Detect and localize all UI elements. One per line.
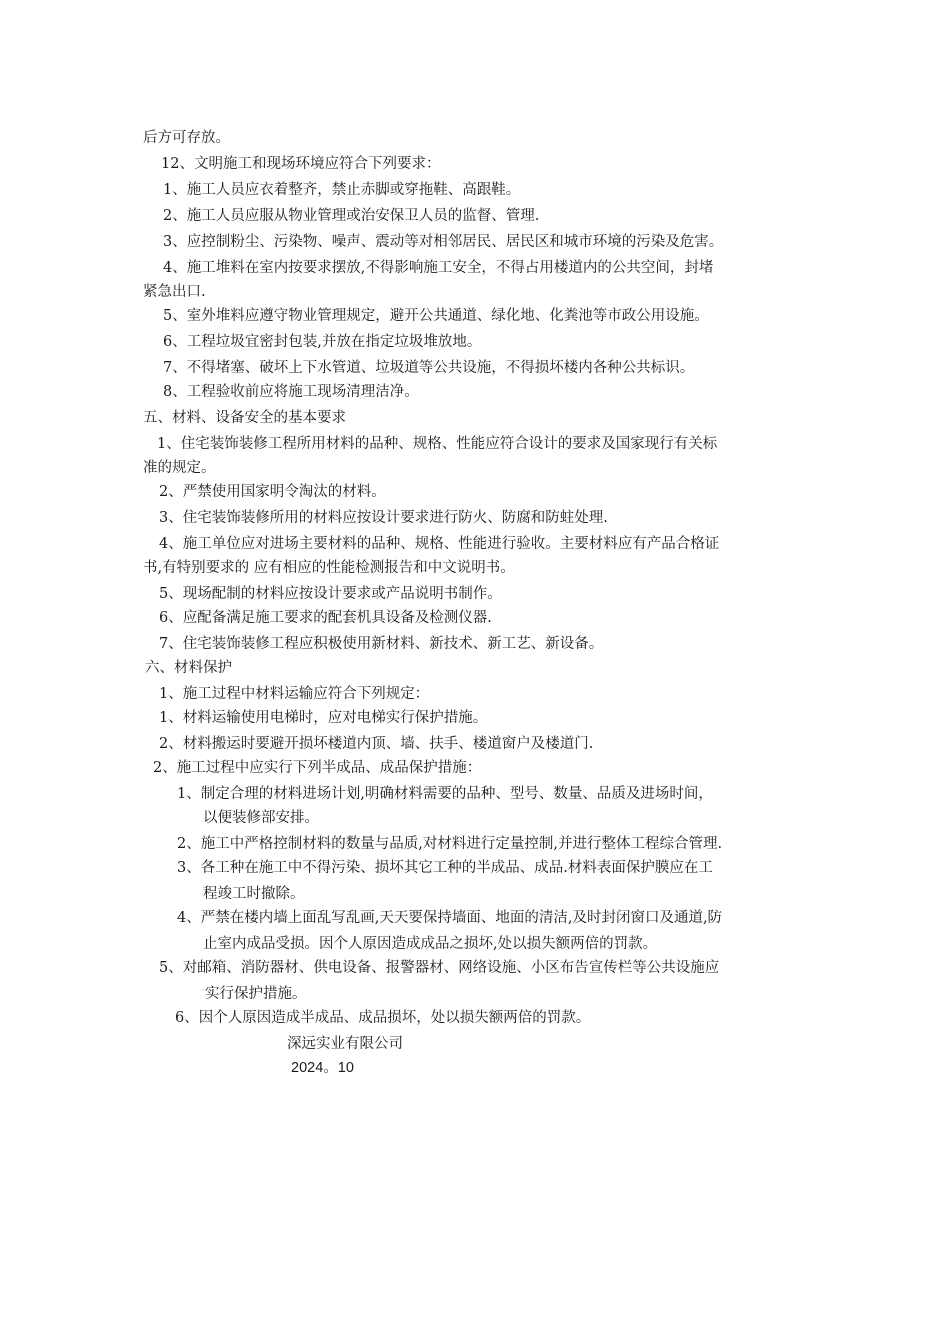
list-item-continuation: 书,有特别要求的 应有相应的性能检测报告和中文说明书。 xyxy=(143,560,515,576)
section-heading: 12、文明施工和现场环境应符合下列要求： xyxy=(161,156,441,172)
list-item: 1、施工人员应衣着整齐，禁止赤脚或穿拖鞋、高跟鞋。 xyxy=(163,182,521,198)
list-item: 3、住宅装饰装修所用的材料应按设计要求进行防火、防腐和防蛀处理. xyxy=(159,510,608,526)
list-item: 6、工程垃圾宜密封包装,并放在指定垃圾堆放地。 xyxy=(163,334,482,350)
list-item: 3、应控制粉尘、污染物、噪声、震动等对相邻居民、居民区和城市环境的污染及危害。 xyxy=(163,234,724,250)
company-signature: 深远实业有限公司 xyxy=(287,1036,403,1052)
list-item: 4、施工单位应对进场主要材料的品种、规格、性能进行验收。主要材料应有产品合格证 xyxy=(159,536,720,552)
list-item-continuation: 止室内成品受损。因个人原因造成成品之损坏,处以损失额两倍的罚款。 xyxy=(203,936,658,952)
list-item: 2、严禁使用国家明令淘汰的材料。 xyxy=(159,484,386,500)
list-item: 6、应配备满足施工要求的配套机具设备及检测仪器. xyxy=(159,610,492,626)
document-date: 2024。10 xyxy=(291,1060,354,1076)
list-item: 5、现场配制的材料应按设计要求或产品说明书制作。 xyxy=(159,586,502,602)
list-item: 7、住宅装饰装修工程应积极使用新材料、新技术、新工艺、新设备。 xyxy=(159,636,604,652)
list-item: 6、因个人原因造成半成品、成品损坏，处以损失额两倍的罚款。 xyxy=(175,1010,591,1026)
text-line: 后方可存放。 xyxy=(143,130,230,146)
list-item: 8、工程验收前应将施工现场清理洁净。 xyxy=(163,384,419,400)
list-item: 2、施工人员应服从物业管理或治安保卫人员的监督、管理. xyxy=(163,208,540,224)
list-item: 1、材料运输使用电梯时，应对电梯实行保护措施。 xyxy=(159,710,488,726)
list-item: 1、制定合理的材料进场计划,明确材料需要的品种、型号、数量、品质及进场时间， xyxy=(177,786,713,802)
list-item-continuation: 程竣工时撤除。 xyxy=(203,886,305,902)
list-item: 2、材料搬运时要避开损坏楼道内顶、墙、扶手、楼道窗户及楼道门. xyxy=(159,736,594,752)
list-item: 5、室外堆料应遵守物业管理规定，避开公共通道、绿化地、化粪池等市政公用设施。 xyxy=(163,308,709,324)
list-item: 2、施工过程中应实行下列半成品、成品保护措施： xyxy=(153,760,482,776)
list-item-continuation: 以便装修部安排。 xyxy=(203,810,319,826)
list-item-continuation: 准的规定。 xyxy=(143,460,216,476)
list-item-continuation: 紧急出口. xyxy=(143,284,206,300)
list-item: 5、对邮箱、消防器材、供电设备、报警器材、网络设施、小区布告宣传栏等公共设施应 xyxy=(159,960,720,976)
list-item: 4、施工堆料在室内按要求摆放,不得影响施工安全，不得占用楼道内的公共空间，封堵 xyxy=(163,260,714,276)
section-heading: 五、材料、设备安全的基本要求 xyxy=(143,410,346,426)
list-item: 3、各工种在施工中不得污染、损坏其它工种的半成品、成品.材料表面保护膜应在工 xyxy=(177,860,713,876)
section-heading: 六、材料保护 xyxy=(145,660,232,676)
list-item: 2、施工中严格控制材料的数量与品质,对材料进行定量控制,并进行整体工程综合管理. xyxy=(177,836,723,852)
list-item: 4、严禁在楼内墙上面乱写乱画,天天要保持墙面、地面的清洁,及时封闭窗口及通道,防 xyxy=(177,910,723,926)
list-item: 1、施工过程中材料运输应符合下列规定： xyxy=(159,686,430,702)
list-item: 7、不得堵塞、破坏上下水管道、垃圾道等公共设施，不得损坏楼内各种公共标识。 xyxy=(163,360,695,376)
list-item: 1、住宅装饰装修工程所用材料的品种、规格、性能应符合设计的要求及国家现行有关标 xyxy=(157,436,718,452)
list-item-continuation: 实行保护措施。 xyxy=(205,986,307,1002)
